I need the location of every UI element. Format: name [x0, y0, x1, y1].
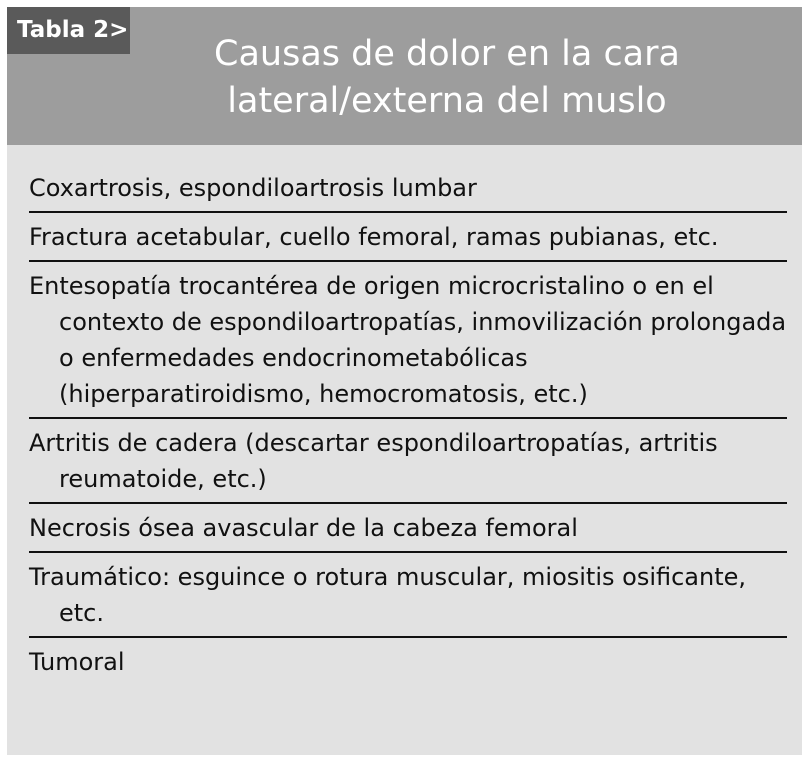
table-title-line-1: Causas de dolor en la cara — [214, 34, 680, 74]
table-header — [7, 7, 802, 145]
table-row: Coxartrosis, espondiloartrosis lumbar — [29, 170, 787, 213]
table-card — [7, 7, 802, 755]
table-row: Necrosis ósea avascular de la cabeza femoral — [29, 510, 787, 553]
table-row: Traumático: esguince o rotura muscular, miositis osificante, etc. — [29, 559, 787, 638]
table-row: Artritis de cadera (descartar espondiloartropatías, artritis reumatoide, etc.) — [29, 425, 787, 504]
table-number-tag: Tabla 2> — [7, 7, 130, 54]
table-row: Fractura acetabular, cuello femoral, ramas pubianas, etc. — [29, 219, 787, 262]
causes-list — [29, 170, 787, 691]
table-title — [147, 31, 747, 125]
table-row: Tumoral — [29, 648, 125, 676]
table-row: Entesopatía trocantérea de origen microcristalino o en el contexto de espondiloartropatías, inmovilización prolongada o enfermedades endocrinometabólicas (hiperparatiroidismo, hemocromatosis, etc.) — [29, 268, 787, 419]
table-title-line-2: lateral/externa del muslo — [227, 81, 667, 121]
